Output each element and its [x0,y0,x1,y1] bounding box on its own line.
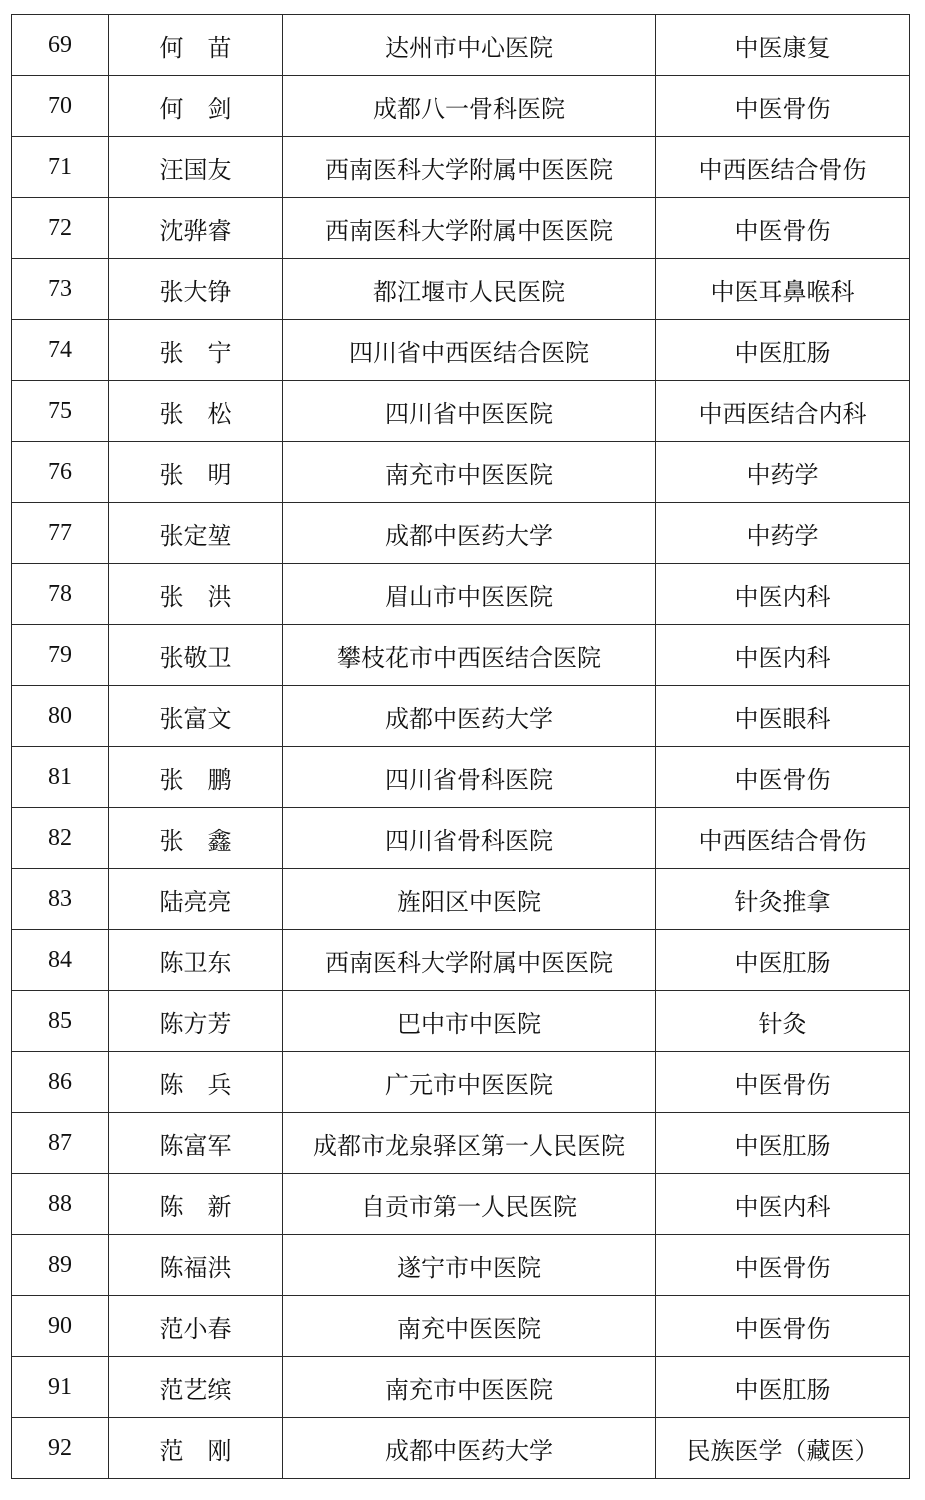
person-name-cell: 张 鹏 [109,747,283,808]
table-row [12,320,910,381]
table-row [12,686,910,747]
work-unit-cell: 西南医科大学附属中医医院 [283,137,656,198]
work-unit-cell: 达州市中心医院 [283,15,656,76]
row-number-cell: 71 [12,137,109,198]
row-number-cell: 83 [12,869,109,930]
specialty-cell: 针灸 [656,991,910,1052]
person-name-cell: 张大铮 [109,259,283,320]
work-unit-cell: 南充中医医院 [283,1296,656,1357]
specialty-cell: 中西医结合骨伤 [656,137,910,198]
row-number-cell: 73 [12,259,109,320]
table-row [12,747,910,808]
work-unit-cell: 成都中医药大学 [283,503,656,564]
work-unit-cell: 四川省中西医结合医院 [283,320,656,381]
table-row [12,76,910,137]
table-row [12,1418,910,1479]
table-row [12,1357,910,1418]
row-number-cell: 91 [12,1357,109,1418]
specialty-cell: 民族医学（藏医） [656,1418,910,1479]
specialty-cell: 中医骨伤 [656,198,910,259]
work-unit-cell: 西南医科大学附属中医医院 [283,198,656,259]
table-row [12,991,910,1052]
person-name-cell: 陈 兵 [109,1052,283,1113]
work-unit-cell: 南充市中医医院 [283,442,656,503]
person-name-cell: 范 刚 [109,1418,283,1479]
table-row [12,625,910,686]
row-number-cell: 85 [12,991,109,1052]
row-number-cell: 88 [12,1174,109,1235]
specialty-cell: 中医眼科 [656,686,910,747]
table-row [12,1174,910,1235]
table-row [12,869,910,930]
person-name-cell: 张 洪 [109,564,283,625]
roster-table [11,14,910,1479]
table-row [12,198,910,259]
work-unit-cell: 西南医科大学附属中医医院 [283,930,656,991]
table-row [12,1052,910,1113]
work-unit-cell: 广元市中医医院 [283,1052,656,1113]
person-name-cell: 张 明 [109,442,283,503]
row-number-cell: 80 [12,686,109,747]
specialty-cell: 中医耳鼻喉科 [656,259,910,320]
table-row [12,930,910,991]
specialty-cell: 中医肛肠 [656,930,910,991]
table-row [12,503,910,564]
specialty-cell: 中医内科 [656,564,910,625]
person-name-cell: 张敬卫 [109,625,283,686]
work-unit-cell: 四川省中医医院 [283,381,656,442]
row-number-cell: 87 [12,1113,109,1174]
specialty-cell: 中医内科 [656,625,910,686]
row-number-cell: 82 [12,808,109,869]
work-unit-cell: 成都中医药大学 [283,686,656,747]
work-unit-cell: 眉山市中医医院 [283,564,656,625]
person-name-cell: 张 鑫 [109,808,283,869]
document-page [11,14,909,1479]
person-name-cell: 张 宁 [109,320,283,381]
specialty-cell: 中医内科 [656,1174,910,1235]
specialty-cell: 中医骨伤 [656,1052,910,1113]
row-number-cell: 74 [12,320,109,381]
work-unit-cell: 四川省骨科医院 [283,808,656,869]
table-row [12,1296,910,1357]
table-row [12,137,910,198]
table-row [12,564,910,625]
person-name-cell: 范艺缤 [109,1357,283,1418]
table-row [12,1235,910,1296]
roster-table-body [12,15,910,1479]
specialty-cell: 中西医结合骨伤 [656,808,910,869]
person-name-cell: 陈 新 [109,1174,283,1235]
person-name-cell: 范小春 [109,1296,283,1357]
person-name-cell: 陈方芳 [109,991,283,1052]
work-unit-cell: 巴中市中医院 [283,991,656,1052]
specialty-cell: 中医肛肠 [656,320,910,381]
work-unit-cell: 都江堰市人民医院 [283,259,656,320]
specialty-cell: 中西医结合内科 [656,381,910,442]
row-number-cell: 70 [12,76,109,137]
person-name-cell: 张富文 [109,686,283,747]
row-number-cell: 78 [12,564,109,625]
row-number-cell: 75 [12,381,109,442]
person-name-cell: 张定堃 [109,503,283,564]
table-row [12,808,910,869]
specialty-cell: 中医肛肠 [656,1357,910,1418]
row-number-cell: 84 [12,930,109,991]
row-number-cell: 92 [12,1418,109,1479]
work-unit-cell: 四川省骨科医院 [283,747,656,808]
row-number-cell: 86 [12,1052,109,1113]
specialty-cell: 中医肛肠 [656,1113,910,1174]
row-number-cell: 69 [12,15,109,76]
row-number-cell: 90 [12,1296,109,1357]
table-row [12,442,910,503]
row-number-cell: 89 [12,1235,109,1296]
table-row [12,15,910,76]
person-name-cell: 何 苗 [109,15,283,76]
table-row [12,259,910,320]
specialty-cell: 中药学 [656,503,910,564]
person-name-cell: 陈卫东 [109,930,283,991]
specialty-cell: 中医康复 [656,15,910,76]
work-unit-cell: 成都中医药大学 [283,1418,656,1479]
row-number-cell: 72 [12,198,109,259]
work-unit-cell: 成都八一骨科医院 [283,76,656,137]
work-unit-cell: 旌阳区中医院 [283,869,656,930]
person-name-cell: 张 松 [109,381,283,442]
work-unit-cell: 自贡市第一人民医院 [283,1174,656,1235]
specialty-cell: 中医骨伤 [656,1235,910,1296]
table-row [12,1113,910,1174]
work-unit-cell: 遂宁市中医院 [283,1235,656,1296]
row-number-cell: 76 [12,442,109,503]
work-unit-cell: 成都市龙泉驿区第一人民医院 [283,1113,656,1174]
row-number-cell: 81 [12,747,109,808]
work-unit-cell: 南充市中医医院 [283,1357,656,1418]
person-name-cell: 何 剑 [109,76,283,137]
row-number-cell: 77 [12,503,109,564]
person-name-cell: 汪国友 [109,137,283,198]
specialty-cell: 针灸推拿 [656,869,910,930]
specialty-cell: 中医骨伤 [656,76,910,137]
person-name-cell: 陈福洪 [109,1235,283,1296]
row-number-cell: 79 [12,625,109,686]
person-name-cell: 沈骅睿 [109,198,283,259]
work-unit-cell: 攀枝花市中西医结合医院 [283,625,656,686]
person-name-cell: 陆亮亮 [109,869,283,930]
table-row [12,381,910,442]
person-name-cell: 陈富军 [109,1113,283,1174]
specialty-cell: 中医骨伤 [656,747,910,808]
specialty-cell: 中医骨伤 [656,1296,910,1357]
specialty-cell: 中药学 [656,442,910,503]
